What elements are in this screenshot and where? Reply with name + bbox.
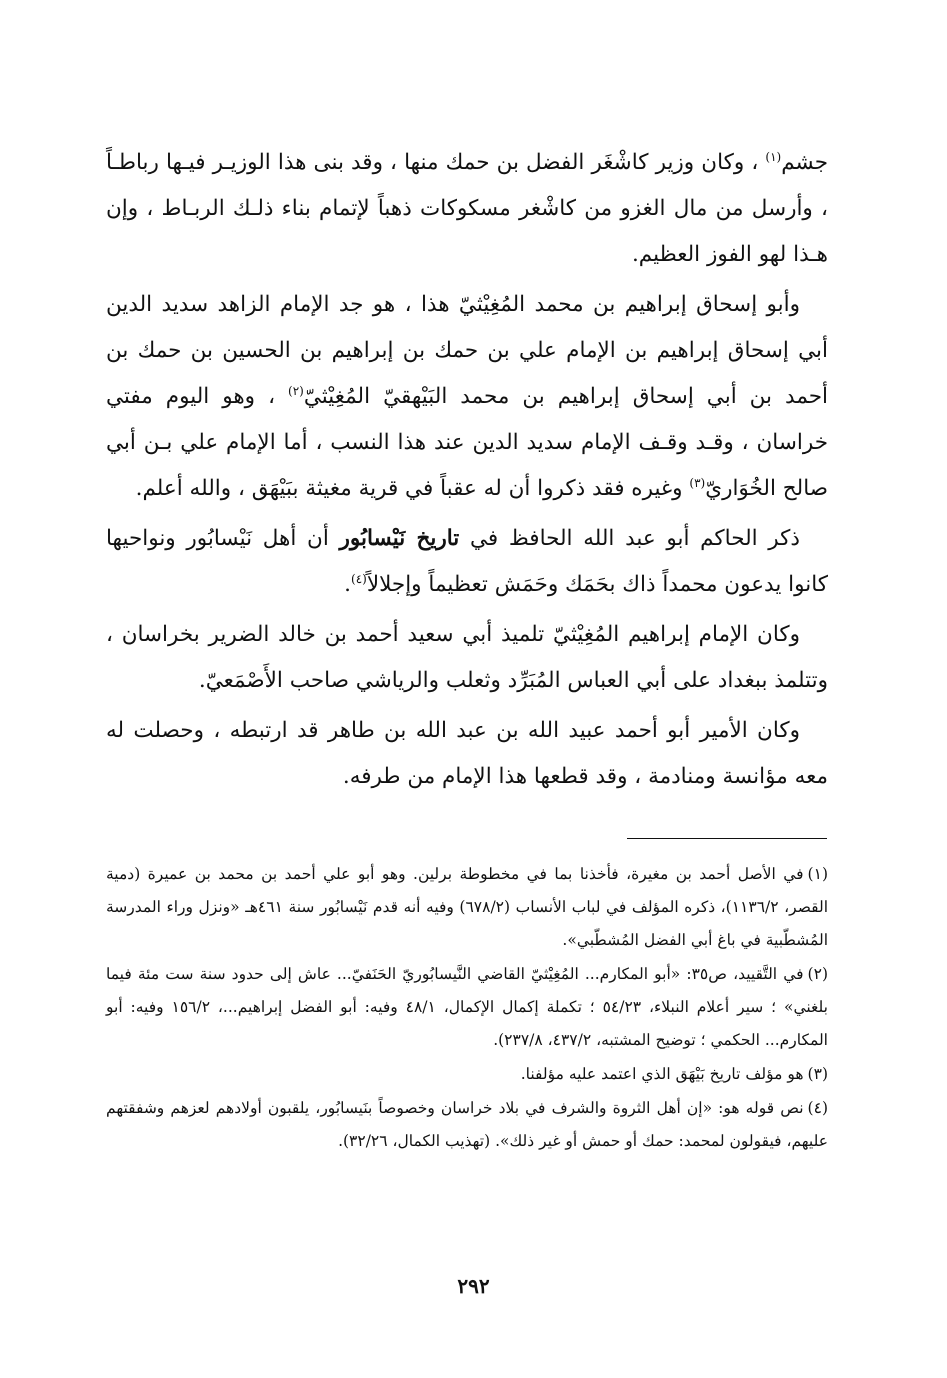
paragraph-1-after: ، وكان وزير كاشْغَر الفضل بن حمك منها ، وقد بنى هذا الوزيـر فيـها رباطـاً ، وأرسل من مال الغزو من كاشْغر مسكوكات ذهباً لإتمام بناء ذلـك الربـاط ، وإن هـذا لهو الفوز العظيم. [106, 150, 828, 267]
book-title: تاريخ نَيْسابُور [339, 526, 460, 551]
footnote-number: (١) [807, 865, 828, 883]
footnote-4 [106, 1092, 828, 1158]
footnote-number: (٢) [807, 965, 828, 983]
main-text [106, 140, 828, 804]
footnote-text: في الأصل أحمد بن مغيرة، فأخذنا بما في مخطوطة برلين. وهو أبو علي أحمد بن محمد بن عميرة (دمية القصر، ١١٣٦/٢)، ذكره المؤلف في لباب الأنساب (٦٧٨/٢) وفيه أنه قدم نَيْسابُور سنة ٤٦١هـ «ونزل وراء المدرسة المُشطّبية في باغ أبي الفضل المُشطّبي». [106, 865, 829, 949]
paragraph-3-part1: ذكر الحاكم أبو عبد الله الحافظ في [470, 526, 800, 551]
footnote-ref-2: (٢) [288, 383, 304, 398]
footnote-text: نص قوله هو: «إن أهل الثروة والشرف في بلاد خراسان وخصوصاً بنَيسابُور، يلقبون أولادهم لعزهم وشفقتهم عليهم، فيقولون لمحمد: حمك أو حمش أو غير ذلك». (تهذيب الكمال، ٣٢/٢٦). [106, 1099, 828, 1150]
footnote-2 [106, 958, 828, 1057]
page-number: ٢٩٢ [457, 1274, 490, 1298]
paragraph-4: وكان الإمام إبراهيم المُغِيْثيّ تلميذ أبي سعيد أحمد بن خالد الضرير بخراسان ، وتتلمذ ببغداد على أبي العباس المُبَرِّد وثعلب والرياشي صاحب الأَصْمَعيّ. [106, 622, 828, 693]
footnote-separator [627, 838, 827, 839]
paragraph-2-part1: وأبو إسحاق إبراهيم بن محمد المُغِيْثيّ هذا ، هو جد الإمام الزاهد سديد الدين أبي إسحاق إبراهيم بن الإمام علي بن حمك بن إبراهيم بن الحسين بن حمك بن أحمد بن أبي إسحاق إبراهيم بن محمد البَيْهقيّ المُغِيْثيّ [106, 292, 829, 409]
paragraph-2-part2: ، وهو اليوم مفتي خراسان ، وقـد وقـف الإمام سديد الدين عند هذا النسب ، أما الإمام علي بـن أبي صالح الخُوَاريّ [106, 384, 828, 501]
paragraph-1-before: جشم [781, 150, 828, 175]
footnote-ref-1: (١) [765, 149, 782, 164]
footnote-number: (٤) [807, 1099, 828, 1117]
footnote-3 [106, 1058, 828, 1091]
paragraph-1 [106, 140, 828, 278]
footnote-ref-3: (٣) [689, 475, 706, 490]
paragraph-3-part3: . [344, 572, 351, 597]
paragraph-5: وكان الأمير أبو أحمد عبيد الله بن عبد الله بن طاهر قد ارتبطه ، وحصلت له معه مؤانسة ومنادمة ، وقد قطعها هذا الإمام من طرفه. [106, 718, 828, 789]
paragraph-3-part2: أن أهل نَيْسابُور ونواحيها كانوا يدعون محمداً ذاك بحَمَك وحَمَش تعظيماً وإجلالاً [106, 526, 828, 597]
footnote-text: في التَّقييد، ص٣٥: «أبو المكارم... المُغِيْثيّ القاضي النَّيسابُوريّ الحَنَفيّ... عاش إلى حدود سنة ست مئة فيما بلغني» ؛ سير أعلام النبلاء، ٥٤/٢٣ ؛ تكملة إكمال الإكمال، ٤٨/١ وفيه: أبو الفضل إبراهيم...، ١٥٦/٢ وفيه: أبو المكارم... الحكمي ؛ توضيح المشتبه، ٤٣٧/٢، ٢٣٧/٨). [106, 965, 828, 1049]
footnote-ref-4: (٤) [351, 571, 367, 586]
footnote-text: هو مؤلف تاريخ بَيْهَق الذي اعتمد عليه مؤلفنا. [520, 1065, 804, 1083]
paragraph-2-part3: وغيره فقد ذكروا أن له عقباً في قرية مغيثة ببَيْهَق ، والله أعلم. [135, 476, 683, 501]
paragraph-3 [106, 516, 828, 608]
footnote-number: (٣) [807, 1065, 828, 1083]
footnote-1 [106, 858, 828, 957]
paragraph-2 [106, 282, 828, 512]
footnotes [106, 858, 828, 1159]
